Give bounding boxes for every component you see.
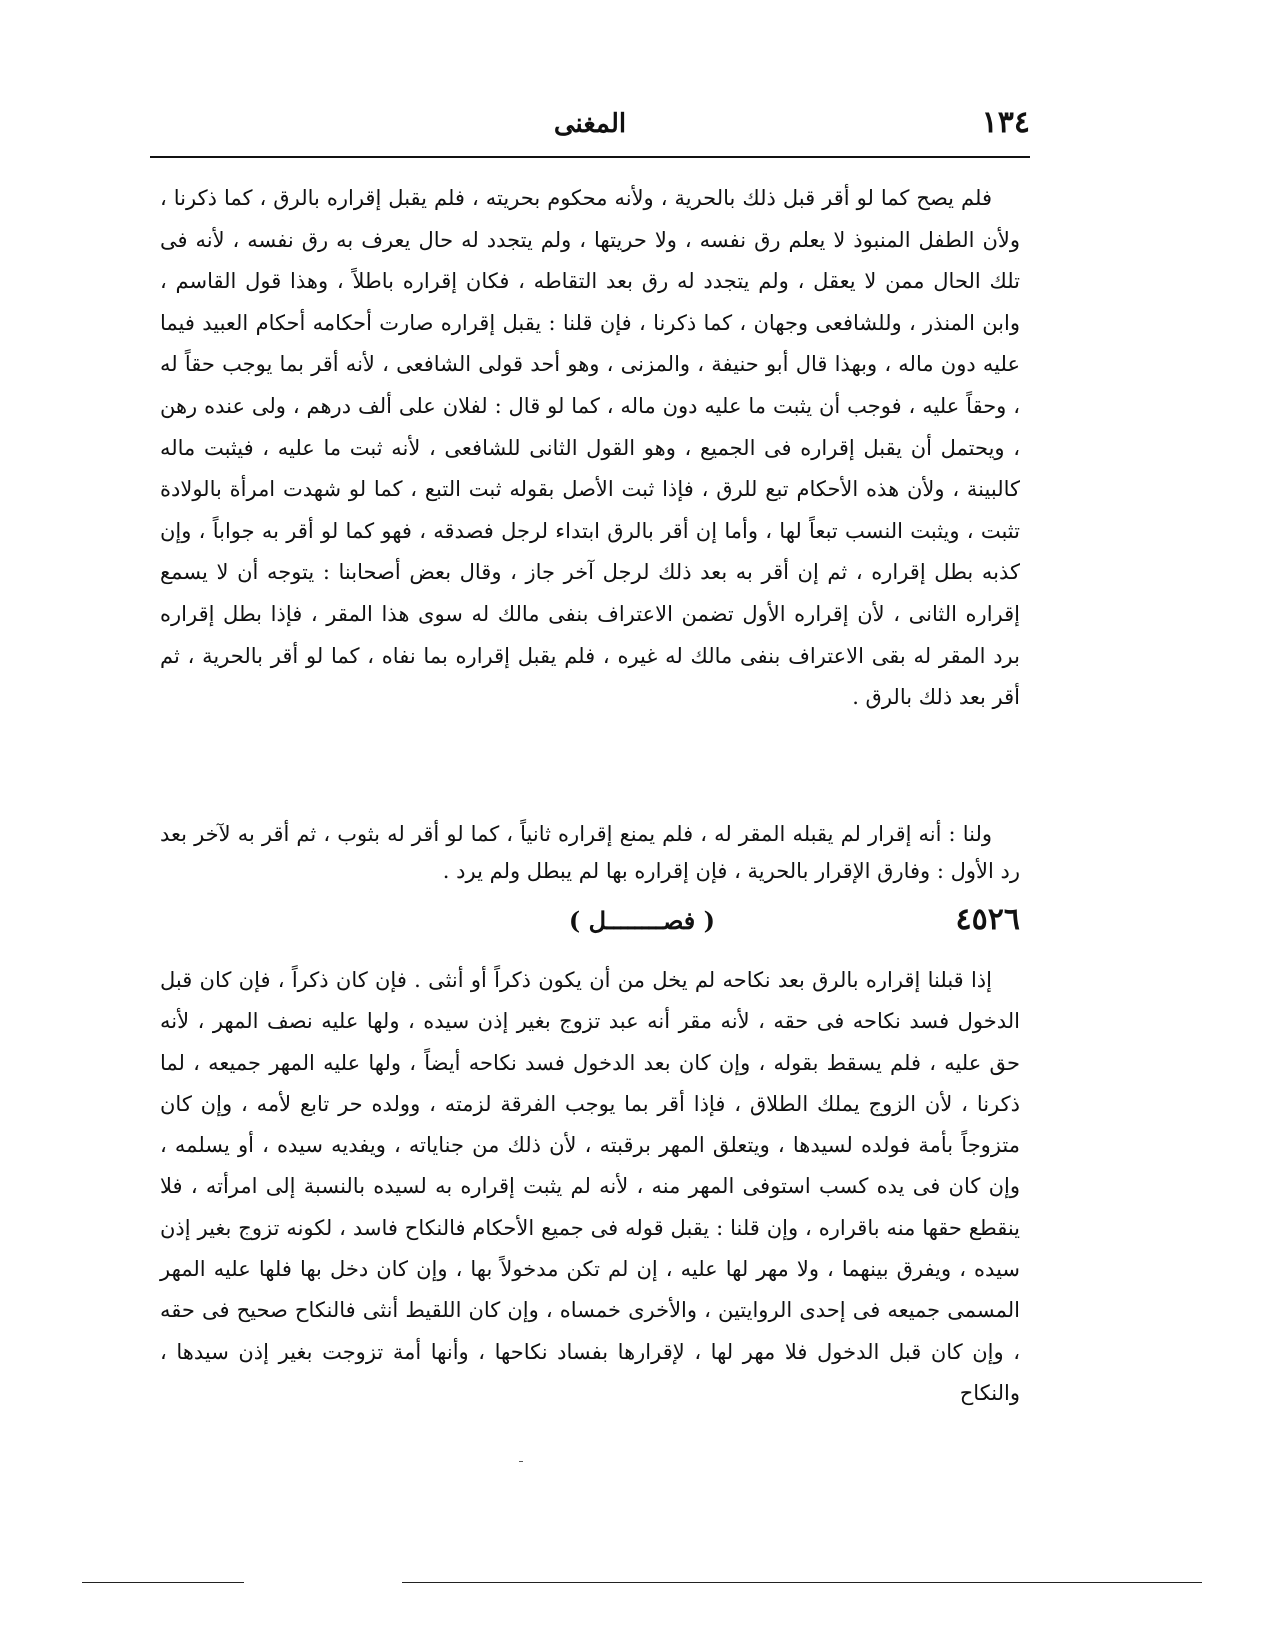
page-number: ١٣٤ bbox=[981, 105, 1030, 140]
section-heading bbox=[160, 902, 1020, 952]
section-title: ( فصــــــــل ) bbox=[568, 906, 715, 935]
paragraph-2 bbox=[160, 816, 1020, 890]
footer-rule-left bbox=[82, 1582, 244, 1583]
footer-rule-right bbox=[402, 1582, 1202, 1583]
paragraph-1-text: فلم يصح كما لو أقر قبل ذلك بالحرية ، ولأنه محكوم بحريته ، فلم يقبل إقراره بالرق ، كما ذكرنا ، ولأن الطفل المنبوذ لا يعلم رق نفسه ، ولا حريتها ، ولم يتجدد له حال يعرف به رق نفسه ، لأنه فى تلك الحال ممن لا يعقل ، ولم يتجدد له رق بعد التقاطه ، فكان إقراره باطلاً ، وهذا قول القاسم ، وابن المنذر ، وللشافعى وجهان ، كما ذكرنا ، فإن قلنا : يقبل إقراره صارت أحكامه أحكام العبيد فيما عليه دون ماله ، وبهذا قال أبو حنيفة ، والمزنى ، وهو أحد قولى الشافعى ، لأنه أقر بما يوجب حقاً له ، وحقاً عليه ، فوجب أن يثبت ما عليه دون ماله ، كما لو قال : لفلان على ألف درهم ، ولى عنده رهن ، ويحتمل أن يقبل إقراره فى الجميع ، وهو القول الثانى للشافعى ، لأنه ثبت ما عليه ، فيثبت ماله كالبينة ، ولأن هذه الأحكام تبع للرق ، فإذا ثبت الأصل بقوله ثبت التبع ، كما لو شهدت امرأة بالولادة تثبت ، ويثبت النسب تبعاً لها ، وأما إن أقر بالرق ابتداء لرجل فصدقه ، فهو كما لو أقر به جواباً ، وإن كذبه بطل إقراره ، ثم إن أقر به بعد ذلك لرجل آخر جاز ، وقال بعض أصحابنا : يتوجه أن لا يسمع إقراره الثانى ، لأن إقراره الأول تضمن الاعتراف بنفى مالك له سوى هذا المقر ، فإذا بطل إقراره برد المقر له بقى الاعتراف بنفى مالك له غيره ، فلم يقبل إقراره بما نفاه ، كما لو أقر بالحرية ، ثم أقر بعد ذلك بالرق . bbox=[160, 186, 1020, 710]
ink-speck bbox=[519, 1461, 523, 1462]
page-header bbox=[150, 105, 1030, 155]
paragraph-1 bbox=[160, 178, 1020, 719]
running-title: المغنى bbox=[553, 109, 627, 139]
section-number: ٤٥٢٦ bbox=[955, 902, 1020, 937]
header-divider bbox=[150, 156, 1030, 158]
paragraph-2-text: ولنا : أنه إقرار لم يقبله المقر له ، فلم يمنع إقراره ثانياً ، كما لو أقر له بثوب ، ثم أقر به لآخر بعد رد الأول : وفارق الإقرار بالحرية ، فإن إقراره بها لم يبطل ولم يرد . bbox=[160, 822, 1020, 883]
paragraph-3-text: إذا قبلنا إقراره بالرق بعد نكاحه لم يخل من أن يكون ذكراً أو أنثى . فإن كان ذكراً ، فإن كان قبل الدخول فسد نكاحه فى حقه ، لأنه مقر أنه عبد تزوج بغير إذن سيده ، ولها عليه نصف المهر ، لأنه حق عليه ، فلم يسقط بقوله ، وإن كان بعد الدخول فسد نكاحه أيضاً ، ولها عليه المهر جميعه ، لما ذكرنا ، لأن الزوج يملك الطلاق ، فإذا أقر بما يوجب الفرقة لزمته ، وولده حر تابع لأمه ، وإن كان متزوجاً بأمة فولده لسيدها ، ويتعلق المهر برقبته ، لأن ذلك من جناياته ، ويفديه سيده ، أو يسلمه ، وإن كان فى يده كسب استوفى المهر منه ، لأنه لم يثبت إقراره به لسيده بالنسبة إلى امرأته ، فلا ينقطع حقها منه باقراره ، وإن قلنا : يقبل قوله فى جميع الأحكام فالنكاح فاسد ، لكونه تزوج بغير إذن سيده ، ويفرق بينهما ، ولا مهر لها عليه ، إن لم تكن مدخولاً بها ، وإن كان دخل بها فلها عليه المهر المسمى جميعه فى إحدى الروايتين ، والأخرى خمساه ، وإن كان اللقيط أنثى فالنكاح صحيح فى حقه ، وإن كان قبل الدخول فلا مهر لها ، لإقرارها بفساد نكاحها ، وأنها أمة تزوجت بغير إذن سيدها ، والنكاح bbox=[160, 968, 1021, 1405]
paragraph-3 bbox=[160, 960, 1020, 1414]
